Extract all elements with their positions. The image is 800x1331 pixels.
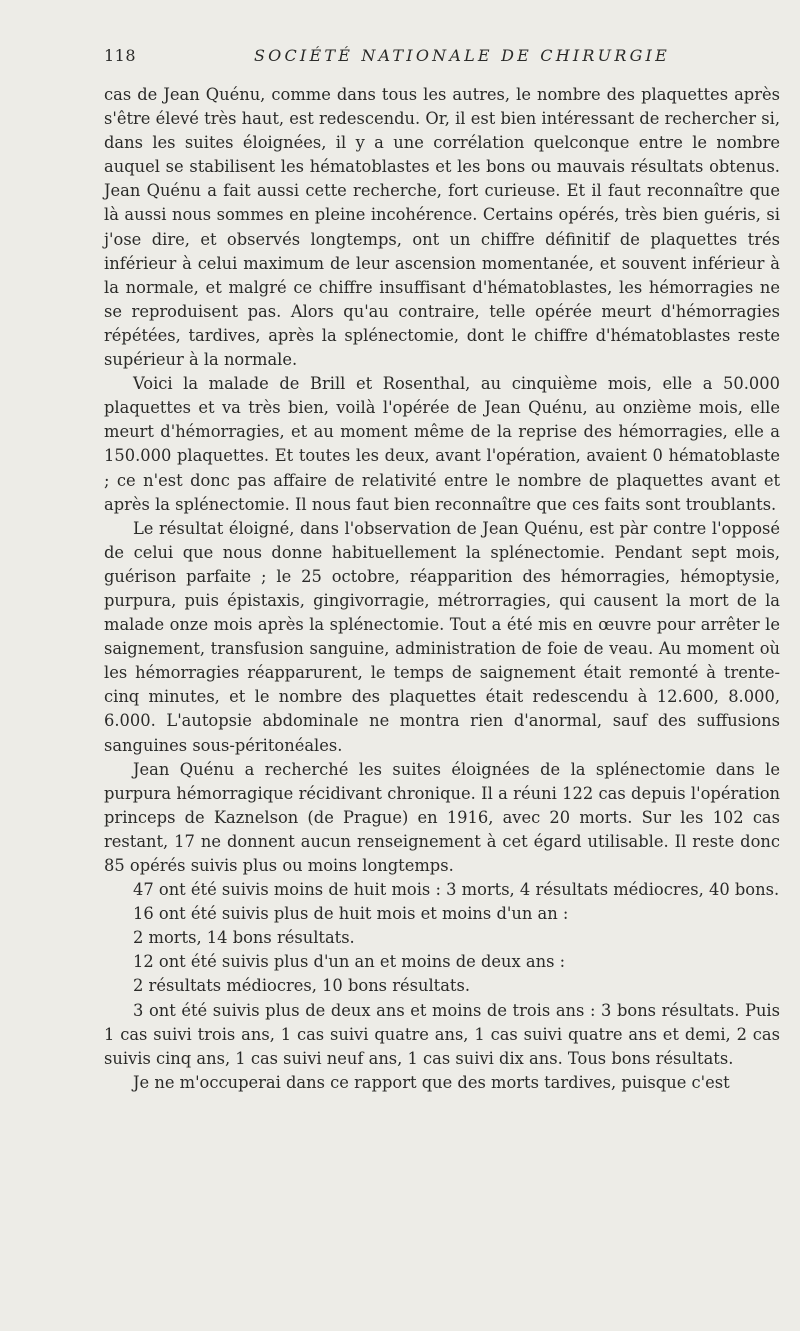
paragraph-late-deaths: Je ne m'occuperai dans ce rapport que des morts tardives, puisque c'est: [133, 1072, 730, 1092]
paragraph-eight-to-twelve-results: 2 morts, 14 bons résultats.: [133, 928, 355, 948]
paragraph-one-to-two-results: 2 résultats médiocres, 10 bons résultats.: [133, 976, 470, 996]
page-header: [104, 40, 780, 74]
body-text: [104, 83, 780, 1095]
paragraph-eight-to-twelve-months: 16 ont été suivis plus de huit mois et moins d'un an :: [133, 904, 569, 924]
paragraph-quenu-late-result: Le résultat éloigné, dans l'observation de Jean Quénu, est pàr contre l'opposé de celui que nous donne habituellement la splénectomie. Pendant sept mois, guérison parfaite ; le 25 octobre, réapparition des hémorragies, hémoptysie, purpura, puis épistaxis, gingivorragie, métrorragies, qui causent la mort de la malade onze mois après la splénectomie. Tout a été mis en œuvre pour arrêter le saignement, transfusion sanguine, administration de foie de veau. Au moment où les hémorragies réapparurent, le temps de saignement était remonté à trente-cinq minutes, et le nombre des plaquettes était redescendu à 12.600, 8.000, 6.000. L'autopsie abdominale ne montra rien d'anormal, sauf des suffusions sanguines sous-péritonéales.: [104, 518, 780, 755]
page-number: 118: [104, 46, 137, 65]
running-title: SOCIÉTÉ NATIONALE DE CHIRURGIE: [254, 46, 670, 65]
paragraph-long-followup: 3 ont été suivis plus de deux ans et moins de trois ans : 3 bons résultats. Puis 1 cas suivi trois ans, 1 cas suivi quatre ans, 1 cas suivi quatre ans et demi, 2 cas suivis cinq ans, 1 cas suivi neuf ans, 1 cas suivi dix ans. Tous bons résultats.: [104, 1000, 780, 1068]
paragraph-one-to-two-years: 12 ont été suivis plus d'un an et moins de deux ans :: [133, 952, 566, 972]
paragraph-under-eight-months: 47 ont été suivis moins de huit mois : 3 morts, 4 résultats médiocres, 40 bons.: [133, 880, 780, 900]
paragraph-series-summary: Jean Quénu a recherché les suites éloignées de la splénectomie dans le purpura hémorragique récidivant chronique. Il a réuni 122 cas depuis l'opération princeps de Kaznelson (de Prague) en 1916, avec 20 morts. Sur les 102 cas restant, 17 ne donnent aucun renseignement à cet égard utilisable. Il reste donc 85 opérés suivis plus ou moins longtemps.: [104, 759, 780, 875]
paragraph-hematoblast-correlation: cas de Jean Quénu, comme dans tous les autres, le nombre des plaquettes après s'être élevé très haut, est redescendu. Or, il est bien intéressant de rechercher si, dans les suites éloignées, il y a une corrélation quelconque entre le nombre auquel se stabilisent les hématoblastes et les bons ou mauvais résultats obtenus. Jean Quénu a fait aussi cette recherche, fort curieuse. Et il faut reconnaître que là aussi nous sommes en pleine incohérence. Certains opérés, très bien guéris, si j'ose dire, et observés longtemps, ont un chiffre définitif de plaquettes trés inférieur à celui maximum de leur ascension momentanée, et souvent inférieur à la normale, et malgré ce chiffre insuffisant d'hématoblastes, les hémorragies ne se reproduisent pas. Alors qu'au contraire, telle opérée meurt d'hémorragies répétées, tardives, après la splénectomie, dont le chiffre d'hématoblastes reste supérieur à la normale.: [104, 85, 780, 370]
paragraph-brill-rosenthal-case: Voici la malade de Brill et Rosenthal, au cinquième mois, elle a 50.000 plaquettes et va très bien, voilà l'opérée de Jean Quénu, au onzième mois, elle meurt d'hémorragies, et au moment même de la reprise des hémorragies, elle a 150.000 plaquettes. Et toutes les deux, avant l'opération, avaient 0 hématoblaste ; ce n'est donc pas affaire de relativité entre le nombre de plaquettes avant et après la splénectomie. Il nous faut bien reconnaître que ces faits sont troublants.: [104, 374, 780, 514]
